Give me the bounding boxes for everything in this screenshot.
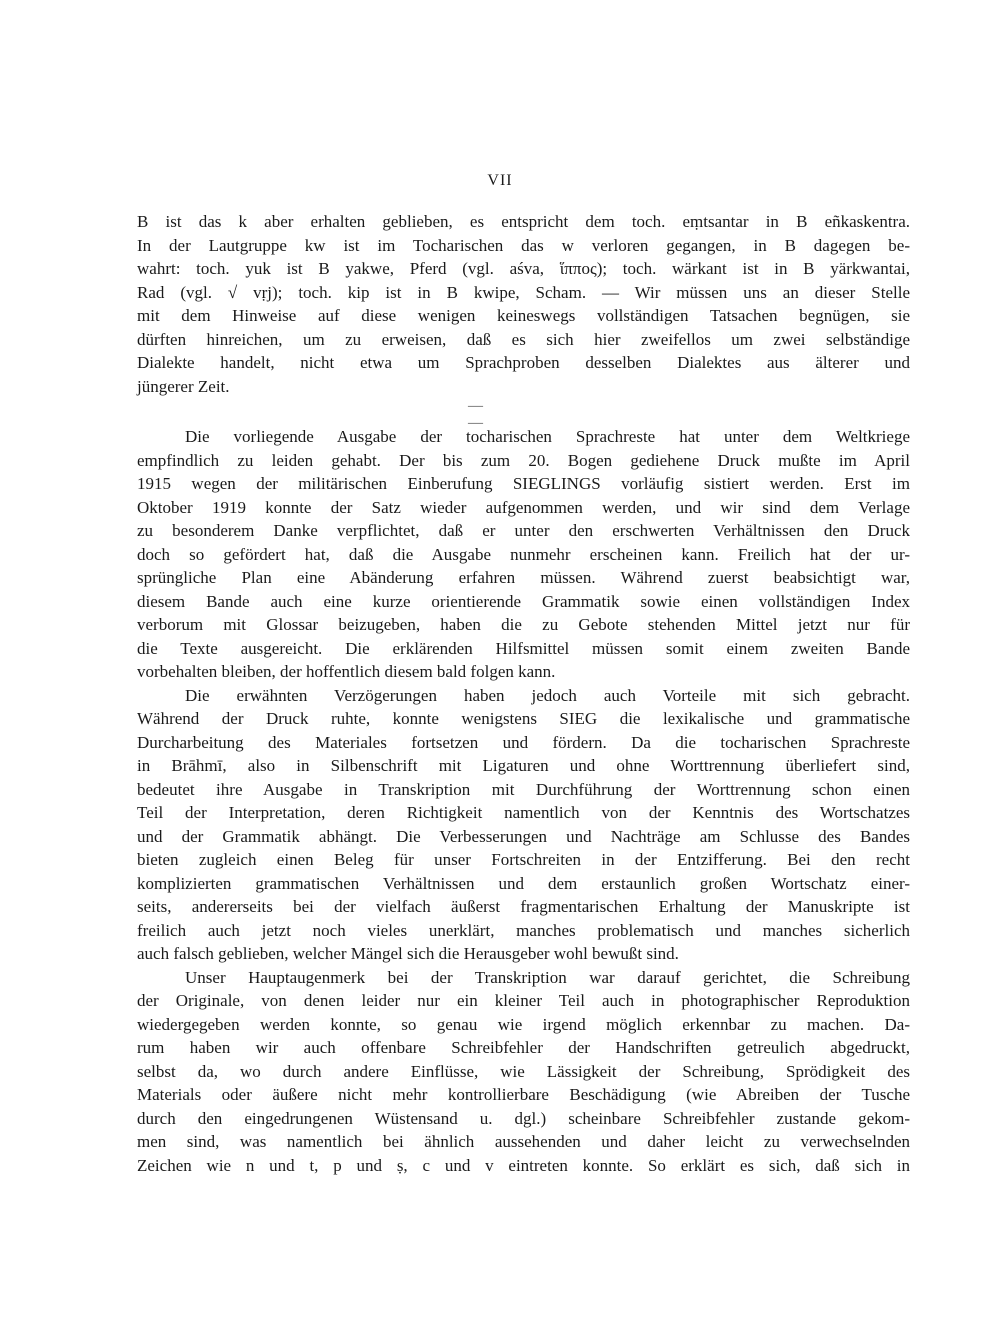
text-line: bedeutet ihre Ausgabe in Transkription mit Durchführung der Worttrennung schon einen <box>137 779 910 799</box>
section-separator: — — <box>468 398 489 431</box>
text-line: men sind, was namentlich bei ähnlich aussehenden und daher leicht zu verwechselnden <box>137 1132 910 1151</box>
text-line: komplizierten grammatischen Verhältnissen und dem erstaunlich großen Wortschatz einer- <box>137 873 910 893</box>
paragraph-block-main <box>137 425 910 1177</box>
text-line: dürften hinreichen, um zu erweisen, daß es sich hier zweifellos um zwei selbständige <box>137 329 910 349</box>
text-line: Materials oder äußere nicht mehr kontrollierbare Beschädigung (wie Abreiben der Tusche <box>137 1085 910 1104</box>
text-line: Zeichen wie n und t, p und ṣ, c und v eintreten konnte. So erklärt es sich, daß sich in <box>137 1155 910 1175</box>
text-line: und der Grammatik abhängt. Die Verbesserungen und Nachträge am Schlusse des Bandes <box>137 826 910 846</box>
text-line: B ist das k aber erhalten geblieben, es entspricht dem toch. eṃtsantar in B eñkaskentra. <box>137 212 910 231</box>
text-line: Die vorliegende Ausgabe der tocharischen Sprachreste hat unter dem Weltkriege <box>185 427 910 446</box>
text-line: wiedergegeben werden konnte, so genau wie irgend möglich erkennbar zu machen. Da- <box>137 1014 910 1034</box>
text-line: in Brāhmī, also in Silbenschrift mit Ligaturen und ohne Worttrennung überliefert sind, <box>137 756 910 775</box>
text-line: Während der Druck ruhte, konnte wenigstens SIEG die lexikalische und grammatische <box>137 709 910 728</box>
text-line: die Texte ausgereicht. Die erklärenden Hilfsmittel müssen somit einem zweiten Bande <box>137 638 910 658</box>
paragraph-block-continuation <box>137 210 910 398</box>
text-line: freilich auch jetzt noch vieles unerklärt, manches problematisch und manches sicherlich <box>137 920 910 940</box>
text-line: durch den eingedrungenen Wüstensand u. dgl.) scheinbare Schreibfehler zustande gekom- <box>137 1108 910 1128</box>
text-line: vorbehalten bleiben, der hoffentlich diesem bald folgen kann. <box>137 662 556 681</box>
text-line: wahrt: toch. yuk ist B yakwe, Pferd (vgl. aśva, ἵππος); toch. wärkant ist in B yärkwantai, <box>137 259 910 278</box>
text-line: 1915 wegen der militärischen Einberufung SIEGLINGS vorläufig sistiert werden. Erst im <box>137 474 910 493</box>
text-line: mit dem Hinweise auf diese wenigen keineswegs vollständigen Tatsachen begnügen, sie <box>137 306 910 325</box>
page-number: VII <box>487 172 513 189</box>
text-line: Teil der Interpretation, deren Richtigkeit namentlich von der Kenntnis des Wortschatzes <box>137 803 910 822</box>
text-line: doch so gefördert hat, daß die Ausgabe nunmehr erscheinen kann. Freilich hat der ur- <box>137 544 910 564</box>
text-line: In der Lautgruppe kw ist im Tocharischen das w verloren gegangen, in B dagegen be- <box>137 235 910 255</box>
text-line: Unser Hauptaugenmerk bei der Transkription war darauf gerichtet, die Schreibung <box>185 967 910 987</box>
text-line: Oktober 1919 konnte der Satz wieder aufgenommen werden, und wir sind dem Verlage <box>137 497 910 517</box>
text-line: verborum mit Glossar beizugeben, haben die zu Gebote stehenden Mittel jetzt nur für <box>137 615 910 634</box>
text-line: rum haben wir auch offenbare Schreibfehler der Handschriften getreulich abgedruckt, <box>137 1038 910 1057</box>
text-line: zu besonderem Danke verpflichtet, daß er unter den erschwerten Verhältnissen den Druck <box>137 521 910 540</box>
text-line: selbst da, wo durch andere Einflüsse, wie Lässigkeit der Schreibung, Sprödigkeit des <box>137 1061 910 1081</box>
text-line: jüngerer Zeit. <box>137 376 230 396</box>
text-line: der Originale, von denen leider nur ein kleiner Teil auch in photographischer Reproduktion <box>137 991 910 1010</box>
text-line: Durcharbeitung des Materiales fortsetzen und fördern. Da die tocharischen Sprachreste <box>137 732 910 752</box>
text-line: Rad (vgl. √ vṛj); toch. kip ist in B kwipe, Scham. — Wir müssen uns an dieser Stelle <box>137 282 910 302</box>
text-line: auch falsch geblieben, welcher Mängel sich die Herausgeber wohl bewußt sind. <box>137 944 679 963</box>
text-line: bieten zugleich einen Beleg für unser Fortschreiten in der Entzifferung. Bei den recht <box>137 850 910 869</box>
text-line: empfindlich zu leiden gehabt. Der bis zum 20. Bogen gediehene Druck mußte im April <box>137 450 910 470</box>
text-line: Die erwähnten Verzögerungen haben jedoch auch Vorteile mit sich gebracht. <box>185 685 910 705</box>
text-line: sprüngliche Plan eine Abänderung erfahren müssen. Während zuerst beabsichtigt war, <box>137 568 910 587</box>
text-line: diesem Bande auch eine kurze orientierende Grammatik sowie einen vollständigen Index <box>137 591 910 611</box>
text-line: seits, andererseits bei der vielfach äußerst fragmentarischen Erhaltung der Manuskripte ist <box>137 897 910 916</box>
text-line: Dialekte handelt, nicht etwa um Sprachproben desselben Dialektes aus älterer und <box>137 353 910 372</box>
